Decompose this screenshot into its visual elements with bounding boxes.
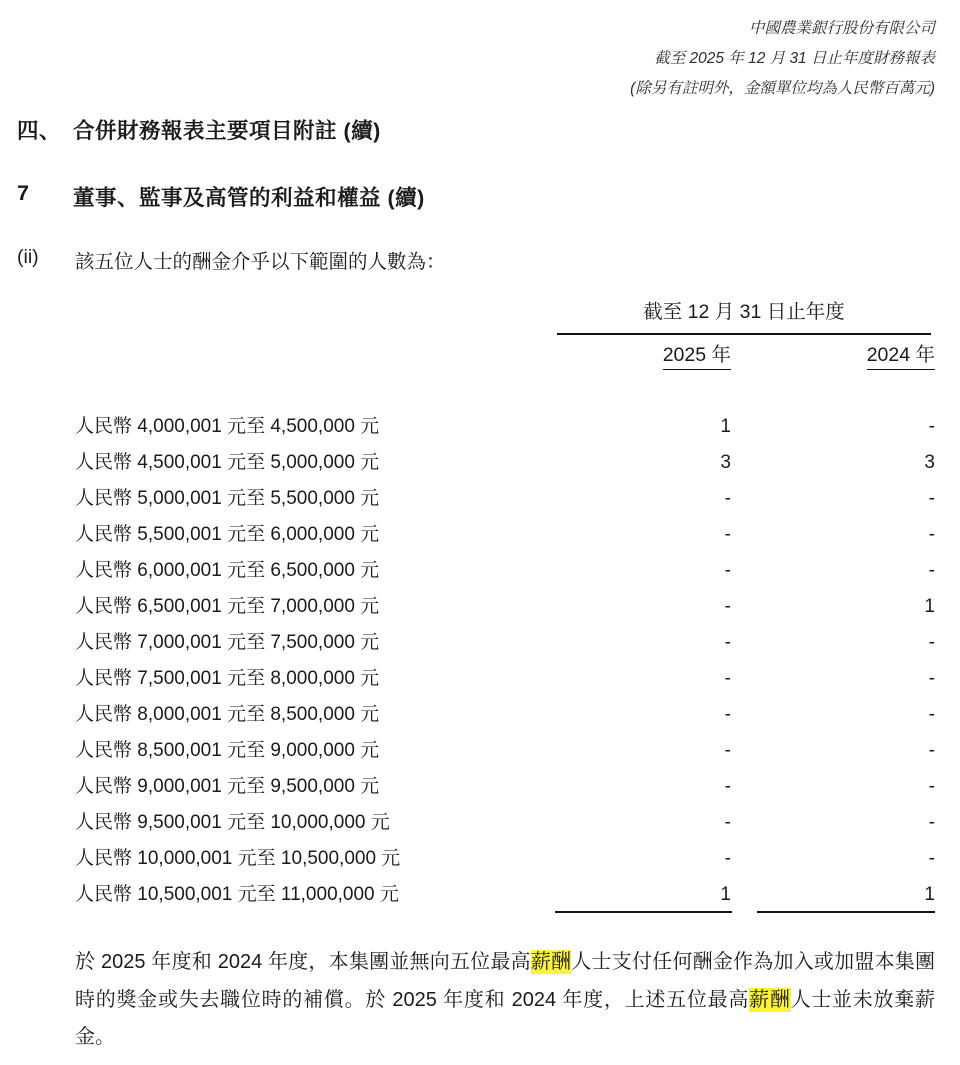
count-2025: - — [724, 560, 731, 581]
table-row — [75, 409, 935, 445]
count-2025: - — [724, 632, 731, 653]
band-label: 人民幣 8,500,001 元至 9,000,000 元 — [75, 740, 380, 761]
count-2025: - — [724, 776, 731, 797]
band-label: 人民幣 4,500,001 元至 5,000,000 元 — [75, 452, 380, 473]
count-2024: 1 — [924, 596, 935, 617]
count-2025: - — [724, 488, 731, 509]
table-row — [75, 877, 935, 913]
count-2024: - — [928, 740, 935, 761]
count-2024: - — [928, 524, 935, 545]
item-number: (ii) — [17, 246, 39, 268]
count-2025: 1 — [720, 884, 731, 905]
band-label: 人民幣 9,500,001 元至 10,000,000 元 — [75, 812, 390, 833]
remuneration-table — [75, 409, 935, 913]
band-label: 人民幣 9,000,001 元至 9,500,000 元 — [75, 776, 380, 797]
column-header-2024: 2024 年 — [755, 342, 935, 370]
company-name: 中國農業銀行股份有限公司 — [748, 20, 935, 37]
table-row — [75, 769, 935, 805]
count-2025: - — [724, 848, 731, 869]
band-label: 人民幣 5,000,001 元至 5,500,000 元 — [75, 488, 380, 509]
footnote-text: 人士並未放棄薪金。 — [75, 988, 936, 1048]
count-2024: - — [928, 812, 935, 833]
section-title: 合併財務報表主要項目附註 (續) — [73, 119, 381, 143]
table-row — [75, 589, 935, 625]
count-2024: - — [928, 416, 935, 437]
highlighted-term: 薪酬 — [749, 988, 791, 1011]
table-row — [75, 841, 935, 877]
footnote-text: 於 2025 年度和 2024 年度，本集團並無向五位最高 — [75, 951, 531, 973]
count-2024: - — [928, 776, 935, 797]
count-2024: - — [928, 668, 935, 689]
count-2024: 3 — [924, 452, 935, 473]
table-row — [75, 481, 935, 517]
count-2024: - — [928, 488, 935, 509]
table-row — [75, 625, 935, 661]
table-row — [75, 553, 935, 589]
table-row — [75, 445, 935, 481]
count-2024: - — [928, 704, 935, 725]
table-period-header: 截至 12 月 31 日止年度 — [557, 299, 931, 335]
count-2025: 1 — [720, 416, 731, 437]
footnote-text: 人士支付任何酬金作為加入或加盟本集團時的獎金或失去職位時的補償。於 2025 年度和 2024 年度，上述五位最高 — [75, 951, 936, 1011]
band-label: 人民幣 6,000,001 元至 6,500,000 元 — [75, 560, 380, 581]
count-2025: - — [724, 812, 731, 833]
table-row — [75, 517, 935, 553]
section-heading — [17, 114, 935, 145]
band-label: 人民幣 4,000,001 元至 4,500,000 元 — [75, 416, 380, 437]
count-2024: - — [928, 848, 935, 869]
count-2025: 3 — [720, 452, 731, 473]
table-row — [75, 733, 935, 769]
band-label: 人民幣 5,500,001 元至 6,000,000 元 — [75, 524, 380, 545]
highlighted-term: 薪酬 — [530, 951, 572, 973]
band-label: 人民幣 7,000,001 元至 7,500,000 元 — [75, 632, 380, 653]
count-2024: 1 — [924, 884, 935, 905]
section-number: 四、 — [17, 119, 62, 143]
subsection-number: 7 — [17, 181, 30, 205]
table-row — [75, 805, 935, 841]
column-header-2025: 2025 年 — [557, 342, 731, 370]
item-title: 該五位人士的酬金介乎以下範圍的人數為： — [75, 251, 446, 273]
footnote-paragraph — [75, 944, 935, 1057]
count-2025: - — [724, 596, 731, 617]
band-label: 人民幣 6,500,001 元至 7,000,000 元 — [75, 596, 380, 617]
table-closing-rule-2025 — [555, 911, 732, 913]
count-2025: - — [724, 704, 731, 725]
count-2025: - — [724, 668, 731, 689]
count-2025: - — [724, 524, 731, 545]
count-2024: - — [928, 560, 935, 581]
subsection-title: 董事、監事及高管的利益和權益 (續) — [73, 186, 425, 210]
band-label: 人民幣 7,500,001 元至 8,000,000 元 — [75, 668, 380, 689]
band-label: 人民幣 10,500,001 元至 11,000,000 元 — [75, 884, 399, 905]
band-label: 人民幣 8,000,001 元至 8,500,000 元 — [75, 704, 380, 725]
table-row — [75, 661, 935, 697]
item-heading — [17, 246, 935, 274]
count-2025: - — [724, 740, 731, 761]
document-header — [630, 14, 935, 104]
table-closing-rule-2024 — [757, 911, 935, 913]
table-row — [75, 697, 935, 733]
statement-period: 截至 2025 年 12 月 31 日止年度財務報表 — [654, 50, 935, 67]
currency-note: (除另有註明外，金額單位均為人民幣百萬元) — [630, 80, 935, 97]
count-2024: - — [928, 632, 935, 653]
band-label: 人民幣 10,000,001 元至 10,500,000 元 — [75, 848, 401, 869]
subsection-heading — [17, 181, 935, 212]
